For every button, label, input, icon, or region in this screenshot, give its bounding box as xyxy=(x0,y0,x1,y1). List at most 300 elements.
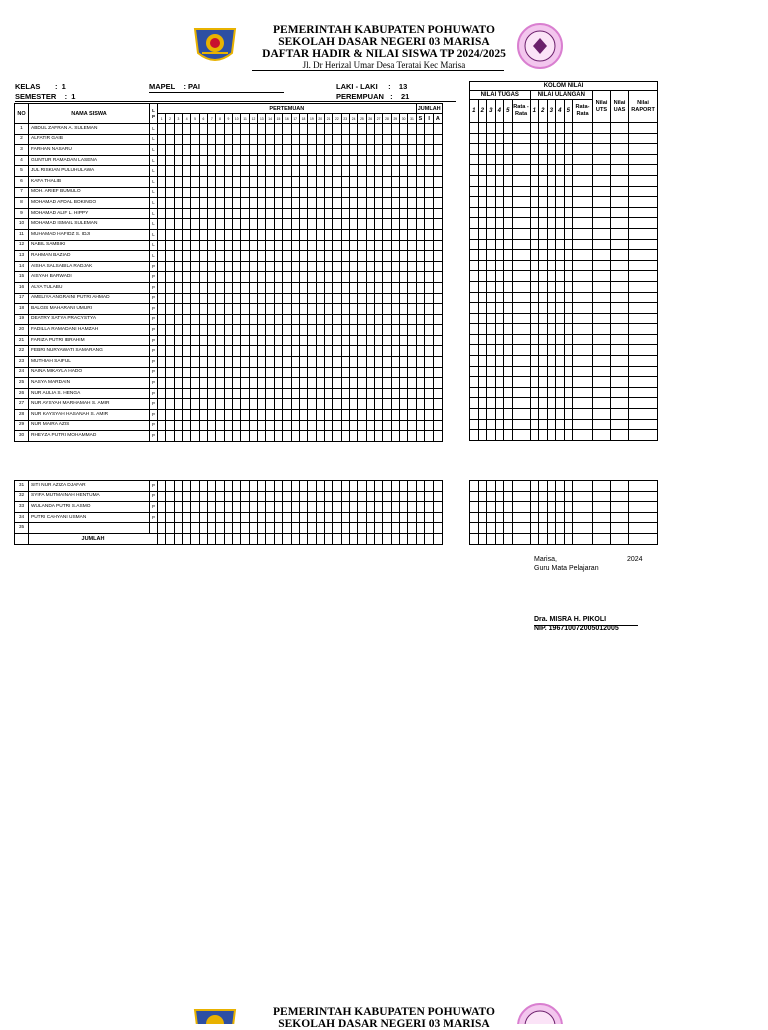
attendance-cell[interactable] xyxy=(283,124,291,135)
grade-cell[interactable] xyxy=(487,271,496,282)
attendance-cell[interactable] xyxy=(399,346,407,357)
attendance-cell[interactable] xyxy=(208,145,216,156)
attendance-cell[interactable] xyxy=(191,155,199,166)
grade-cell[interactable] xyxy=(564,313,573,324)
attendance-cell[interactable] xyxy=(358,261,366,272)
attendance-cell[interactable] xyxy=(233,145,241,156)
attendance-cell[interactable] xyxy=(316,304,324,315)
grade-cell[interactable] xyxy=(478,197,487,208)
attendance-cell[interactable] xyxy=(266,208,274,219)
grade-cell[interactable] xyxy=(530,175,539,186)
attendance-cell[interactable] xyxy=(425,346,434,357)
grade-cell[interactable] xyxy=(495,387,504,398)
grade-cell[interactable] xyxy=(470,512,479,523)
grade-cell[interactable] xyxy=(547,419,556,430)
grade-cell[interactable] xyxy=(556,207,565,218)
attendance-cell[interactable] xyxy=(174,523,182,534)
attendance-cell[interactable] xyxy=(233,229,241,240)
attendance-cell[interactable] xyxy=(249,410,257,421)
attendance-cell[interactable] xyxy=(233,491,241,502)
attendance-cell[interactable] xyxy=(266,314,274,325)
grade-cell[interactable] xyxy=(512,281,530,292)
grade-cell[interactable] xyxy=(512,491,530,502)
attendance-cell[interactable] xyxy=(266,357,274,368)
grade-cell[interactable] xyxy=(478,377,487,388)
attendance-cell[interactable] xyxy=(316,512,324,523)
grade-cell[interactable] xyxy=(512,165,530,176)
attendance-cell[interactable] xyxy=(233,346,241,357)
grade-cell[interactable] xyxy=(556,197,565,208)
grade-cell[interactable] xyxy=(573,334,593,345)
attendance-cell[interactable] xyxy=(208,219,216,230)
attendance-cell[interactable] xyxy=(283,155,291,166)
grade-cell[interactable] xyxy=(504,512,513,523)
grade-cell[interactable] xyxy=(512,133,530,144)
attendance-cell[interactable] xyxy=(374,240,382,251)
attendance-cell[interactable] xyxy=(383,420,391,431)
attendance-cell[interactable] xyxy=(216,378,224,389)
attendance-cell[interactable] xyxy=(241,431,249,442)
grade-cell[interactable] xyxy=(530,377,539,388)
attendance-cell[interactable] xyxy=(408,304,416,315)
attendance-cell[interactable] xyxy=(383,314,391,325)
grade-cell[interactable] xyxy=(487,313,496,324)
attendance-cell[interactable] xyxy=(283,346,291,357)
attendance-cell[interactable] xyxy=(425,208,434,219)
grade-cell[interactable] xyxy=(573,154,593,165)
total-cell[interactable] xyxy=(299,533,307,544)
attendance-cell[interactable] xyxy=(425,219,434,230)
attendance-cell[interactable] xyxy=(266,251,274,262)
attendance-cell[interactable] xyxy=(333,502,341,513)
attendance-cell[interactable] xyxy=(258,251,266,262)
attendance-cell[interactable] xyxy=(174,134,182,145)
attendance-cell[interactable] xyxy=(333,134,341,145)
grade-cell[interactable] xyxy=(547,197,556,208)
grade-cell[interactable] xyxy=(629,345,658,356)
attendance-cell[interactable] xyxy=(274,420,282,431)
grade-cell[interactable] xyxy=(512,512,530,523)
grade-cell[interactable] xyxy=(495,260,504,271)
attendance-cell[interactable] xyxy=(374,367,382,378)
attendance-cell[interactable] xyxy=(249,346,257,357)
attendance-cell[interactable] xyxy=(299,367,307,378)
attendance-cell[interactable] xyxy=(249,325,257,336)
attendance-cell[interactable] xyxy=(316,240,324,251)
attendance-cell[interactable] xyxy=(299,166,307,177)
attendance-cell[interactable] xyxy=(316,198,324,209)
grade-cell[interactable] xyxy=(547,523,556,534)
attendance-cell[interactable] xyxy=(299,124,307,135)
grade-cell[interactable] xyxy=(593,292,611,303)
attendance-cell[interactable] xyxy=(174,229,182,240)
attendance-cell[interactable] xyxy=(266,272,274,283)
attendance-cell[interactable] xyxy=(174,208,182,219)
attendance-cell[interactable] xyxy=(408,166,416,177)
attendance-cell[interactable] xyxy=(258,272,266,283)
grade-cell[interactable] xyxy=(478,387,487,398)
grade-cell[interactable] xyxy=(478,409,487,420)
grade-cell[interactable] xyxy=(495,281,504,292)
attendance-cell[interactable] xyxy=(158,523,166,534)
attendance-cell[interactable] xyxy=(199,420,207,431)
grade-cell[interactable] xyxy=(573,123,593,134)
attendance-cell[interactable] xyxy=(258,219,266,230)
attendance-cell[interactable] xyxy=(183,155,191,166)
attendance-cell[interactable] xyxy=(249,145,257,156)
grade-cell[interactable] xyxy=(593,271,611,282)
attendance-cell[interactable] xyxy=(383,325,391,336)
attendance-cell[interactable] xyxy=(308,346,316,357)
grade-cell[interactable] xyxy=(611,409,629,420)
attendance-cell[interactable] xyxy=(374,251,382,262)
attendance-cell[interactable] xyxy=(391,251,399,262)
grade-cell[interactable] xyxy=(512,334,530,345)
grade-cell[interactable] xyxy=(564,512,573,523)
attendance-cell[interactable] xyxy=(324,282,332,293)
grade-cell[interactable] xyxy=(478,313,487,324)
attendance-cell[interactable] xyxy=(425,187,434,198)
attendance-cell[interactable] xyxy=(366,420,374,431)
total-cell[interactable] xyxy=(341,533,349,544)
attendance-cell[interactable] xyxy=(258,261,266,272)
attendance-cell[interactable] xyxy=(333,187,341,198)
attendance-cell[interactable] xyxy=(191,491,199,502)
attendance-cell[interactable] xyxy=(166,272,174,283)
grade-cell[interactable] xyxy=(487,502,496,513)
attendance-cell[interactable] xyxy=(408,187,416,198)
total-cell[interactable] xyxy=(224,533,232,544)
attendance-cell[interactable] xyxy=(349,335,357,346)
attendance-cell[interactable] xyxy=(174,251,182,262)
attendance-cell[interactable] xyxy=(408,261,416,272)
attendance-cell[interactable] xyxy=(374,134,382,145)
grade-cell[interactable] xyxy=(593,481,611,492)
grade-cell[interactable] xyxy=(573,207,593,218)
attendance-cell[interactable] xyxy=(391,431,399,442)
grade-cell[interactable] xyxy=(564,250,573,261)
attendance-cell[interactable] xyxy=(408,388,416,399)
attendance-cell[interactable] xyxy=(399,229,407,240)
attendance-cell[interactable] xyxy=(208,399,216,410)
grade-cell[interactable] xyxy=(478,175,487,186)
attendance-cell[interactable] xyxy=(158,399,166,410)
grade-cell[interactable] xyxy=(530,154,539,165)
attendance-cell[interactable] xyxy=(283,229,291,240)
grade-cell[interactable] xyxy=(593,165,611,176)
attendance-cell[interactable] xyxy=(166,378,174,389)
attendance-cell[interactable] xyxy=(208,378,216,389)
attendance-cell[interactable] xyxy=(241,491,249,502)
grade-cell[interactable] xyxy=(547,366,556,377)
attendance-cell[interactable] xyxy=(283,314,291,325)
attendance-cell[interactable] xyxy=(374,325,382,336)
attendance-cell[interactable] xyxy=(274,282,282,293)
attendance-cell[interactable] xyxy=(434,240,443,251)
attendance-cell[interactable] xyxy=(416,293,425,304)
attendance-cell[interactable] xyxy=(208,166,216,177)
attendance-cell[interactable] xyxy=(391,145,399,156)
attendance-cell[interactable] xyxy=(358,325,366,336)
grade-cell[interactable] xyxy=(512,398,530,409)
attendance-cell[interactable] xyxy=(283,272,291,283)
attendance-cell[interactable] xyxy=(341,357,349,368)
grade-cell[interactable] xyxy=(495,533,504,544)
attendance-cell[interactable] xyxy=(341,367,349,378)
attendance-cell[interactable] xyxy=(174,187,182,198)
attendance-cell[interactable] xyxy=(158,240,166,251)
attendance-cell[interactable] xyxy=(208,261,216,272)
attendance-cell[interactable] xyxy=(434,481,443,492)
grade-cell[interactable] xyxy=(629,271,658,282)
attendance-cell[interactable] xyxy=(366,166,374,177)
attendance-cell[interactable] xyxy=(224,512,232,523)
grade-cell[interactable] xyxy=(556,430,565,441)
attendance-cell[interactable] xyxy=(324,261,332,272)
attendance-cell[interactable] xyxy=(416,399,425,410)
attendance-cell[interactable] xyxy=(299,388,307,399)
grade-cell[interactable] xyxy=(478,419,487,430)
grade-cell[interactable] xyxy=(556,123,565,134)
grade-cell[interactable] xyxy=(504,313,513,324)
grade-cell[interactable] xyxy=(547,123,556,134)
attendance-cell[interactable] xyxy=(174,512,182,523)
grade-cell[interactable] xyxy=(539,491,548,502)
grade-cell[interactable] xyxy=(593,502,611,513)
grade-cell[interactable] xyxy=(611,271,629,282)
attendance-cell[interactable] xyxy=(316,367,324,378)
attendance-cell[interactable] xyxy=(358,155,366,166)
attendance-cell[interactable] xyxy=(416,251,425,262)
grade-cell[interactable] xyxy=(547,154,556,165)
grade-cell[interactable] xyxy=(629,133,658,144)
grade-cell[interactable] xyxy=(539,281,548,292)
attendance-cell[interactable] xyxy=(391,314,399,325)
attendance-cell[interactable] xyxy=(191,282,199,293)
attendance-cell[interactable] xyxy=(324,431,332,442)
grade-cell[interactable] xyxy=(470,250,479,261)
attendance-cell[interactable] xyxy=(208,240,216,251)
grade-cell[interactable] xyxy=(547,512,556,523)
grade-cell[interactable] xyxy=(611,144,629,155)
grade-cell[interactable] xyxy=(564,324,573,335)
attendance-cell[interactable] xyxy=(233,357,241,368)
attendance-cell[interactable] xyxy=(266,481,274,492)
attendance-cell[interactable] xyxy=(299,314,307,325)
attendance-cell[interactable] xyxy=(274,388,282,399)
attendance-cell[interactable] xyxy=(425,293,434,304)
attendance-cell[interactable] xyxy=(324,491,332,502)
attendance-cell[interactable] xyxy=(199,304,207,315)
attendance-cell[interactable] xyxy=(216,481,224,492)
attendance-cell[interactable] xyxy=(399,523,407,534)
grade-cell[interactable] xyxy=(556,387,565,398)
attendance-cell[interactable] xyxy=(383,282,391,293)
attendance-cell[interactable] xyxy=(208,124,216,135)
attendance-cell[interactable] xyxy=(333,523,341,534)
attendance-cell[interactable] xyxy=(324,502,332,513)
grade-cell[interactable] xyxy=(504,144,513,155)
attendance-cell[interactable] xyxy=(258,357,266,368)
attendance-cell[interactable] xyxy=(408,491,416,502)
attendance-cell[interactable] xyxy=(308,155,316,166)
attendance-cell[interactable] xyxy=(358,198,366,209)
attendance-cell[interactable] xyxy=(374,208,382,219)
grade-cell[interactable] xyxy=(504,356,513,367)
grade-cell[interactable] xyxy=(573,303,593,314)
attendance-cell[interactable] xyxy=(199,491,207,502)
grade-cell[interactable] xyxy=(512,218,530,229)
attendance-cell[interactable] xyxy=(283,219,291,230)
attendance-cell[interactable] xyxy=(341,346,349,357)
attendance-cell[interactable] xyxy=(299,304,307,315)
attendance-cell[interactable] xyxy=(416,261,425,272)
grade-cell[interactable] xyxy=(530,430,539,441)
grade-cell[interactable] xyxy=(539,502,548,513)
attendance-cell[interactable] xyxy=(425,314,434,325)
grade-cell[interactable] xyxy=(470,409,479,420)
grade-cell[interactable] xyxy=(564,481,573,492)
attendance-cell[interactable] xyxy=(224,410,232,421)
attendance-cell[interactable] xyxy=(308,512,316,523)
grade-cell[interactable] xyxy=(478,260,487,271)
attendance-cell[interactable] xyxy=(266,388,274,399)
attendance-cell[interactable] xyxy=(374,523,382,534)
grade-cell[interactable] xyxy=(593,228,611,239)
attendance-cell[interactable] xyxy=(416,145,425,156)
grade-cell[interactable] xyxy=(573,186,593,197)
attendance-cell[interactable] xyxy=(374,512,382,523)
attendance-cell[interactable] xyxy=(174,240,182,251)
grade-cell[interactable] xyxy=(573,239,593,250)
attendance-cell[interactable] xyxy=(316,282,324,293)
attendance-cell[interactable] xyxy=(274,512,282,523)
attendance-cell[interactable] xyxy=(425,502,434,513)
attendance-cell[interactable] xyxy=(249,431,257,442)
attendance-cell[interactable] xyxy=(349,282,357,293)
attendance-cell[interactable] xyxy=(408,229,416,240)
attendance-cell[interactable] xyxy=(224,261,232,272)
attendance-cell[interactable] xyxy=(183,325,191,336)
attendance-cell[interactable] xyxy=(283,240,291,251)
attendance-cell[interactable] xyxy=(258,176,266,187)
attendance-cell[interactable] xyxy=(208,198,216,209)
attendance-cell[interactable] xyxy=(408,176,416,187)
grade-cell[interactable] xyxy=(470,398,479,409)
attendance-cell[interactable] xyxy=(249,229,257,240)
grade-cell[interactable] xyxy=(629,512,658,523)
attendance-cell[interactable] xyxy=(283,282,291,293)
attendance-cell[interactable] xyxy=(366,240,374,251)
attendance-cell[interactable] xyxy=(224,229,232,240)
grade-cell[interactable] xyxy=(530,523,539,534)
attendance-cell[interactable] xyxy=(425,399,434,410)
attendance-cell[interactable] xyxy=(158,261,166,272)
grade-cell[interactable] xyxy=(530,197,539,208)
grade-cell[interactable] xyxy=(629,154,658,165)
grade-cell[interactable] xyxy=(512,523,530,534)
grade-cell[interactable] xyxy=(556,356,565,367)
grade-cell[interactable] xyxy=(478,430,487,441)
attendance-cell[interactable] xyxy=(216,229,224,240)
grade-cell[interactable] xyxy=(470,281,479,292)
attendance-cell[interactable] xyxy=(308,367,316,378)
grade-cell[interactable] xyxy=(629,207,658,218)
attendance-cell[interactable] xyxy=(258,208,266,219)
grade-cell[interactable] xyxy=(611,154,629,165)
attendance-cell[interactable] xyxy=(291,512,299,523)
attendance-cell[interactable] xyxy=(191,335,199,346)
attendance-cell[interactable] xyxy=(358,335,366,346)
attendance-cell[interactable] xyxy=(391,304,399,315)
grade-cell[interactable] xyxy=(629,218,658,229)
grade-cell[interactable] xyxy=(547,271,556,282)
attendance-cell[interactable] xyxy=(199,187,207,198)
attendance-cell[interactable] xyxy=(266,229,274,240)
grade-cell[interactable] xyxy=(547,175,556,186)
attendance-cell[interactable] xyxy=(374,304,382,315)
attendance-cell[interactable] xyxy=(266,325,274,336)
grade-cell[interactable] xyxy=(573,271,593,282)
grade-cell[interactable] xyxy=(539,398,548,409)
attendance-cell[interactable] xyxy=(291,388,299,399)
attendance-cell[interactable] xyxy=(399,198,407,209)
attendance-cell[interactable] xyxy=(224,314,232,325)
attendance-cell[interactable] xyxy=(224,367,232,378)
attendance-cell[interactable] xyxy=(266,293,274,304)
attendance-cell[interactable] xyxy=(224,388,232,399)
attendance-cell[interactable] xyxy=(349,410,357,421)
grade-cell[interactable] xyxy=(495,334,504,345)
attendance-cell[interactable] xyxy=(416,272,425,283)
attendance-cell[interactable] xyxy=(158,272,166,283)
attendance-cell[interactable] xyxy=(316,293,324,304)
attendance-cell[interactable] xyxy=(291,399,299,410)
grade-cell[interactable] xyxy=(487,419,496,430)
attendance-cell[interactable] xyxy=(299,357,307,368)
attendance-cell[interactable] xyxy=(308,399,316,410)
attendance-cell[interactable] xyxy=(434,491,443,502)
attendance-cell[interactable] xyxy=(308,491,316,502)
attendance-cell[interactable] xyxy=(416,420,425,431)
attendance-cell[interactable] xyxy=(266,219,274,230)
total-cell[interactable] xyxy=(283,533,291,544)
grade-cell[interactable] xyxy=(495,228,504,239)
attendance-cell[interactable] xyxy=(258,229,266,240)
grade-cell[interactable] xyxy=(470,133,479,144)
grade-cell[interactable] xyxy=(564,218,573,229)
attendance-cell[interactable] xyxy=(233,155,241,166)
attendance-cell[interactable] xyxy=(241,523,249,534)
attendance-cell[interactable] xyxy=(183,399,191,410)
attendance-cell[interactable] xyxy=(416,346,425,357)
attendance-cell[interactable] xyxy=(299,378,307,389)
grade-cell[interactable] xyxy=(556,324,565,335)
attendance-cell[interactable] xyxy=(324,314,332,325)
grade-cell[interactable] xyxy=(495,491,504,502)
attendance-cell[interactable] xyxy=(366,335,374,346)
grade-cell[interactable] xyxy=(611,239,629,250)
attendance-cell[interactable] xyxy=(249,198,257,209)
grade-cell[interactable] xyxy=(556,533,565,544)
attendance-cell[interactable] xyxy=(366,134,374,145)
grade-cell[interactable] xyxy=(593,123,611,134)
attendance-cell[interactable] xyxy=(333,272,341,283)
attendance-cell[interactable] xyxy=(333,367,341,378)
attendance-cell[interactable] xyxy=(199,523,207,534)
attendance-cell[interactable] xyxy=(358,251,366,262)
grade-cell[interactable] xyxy=(593,303,611,314)
